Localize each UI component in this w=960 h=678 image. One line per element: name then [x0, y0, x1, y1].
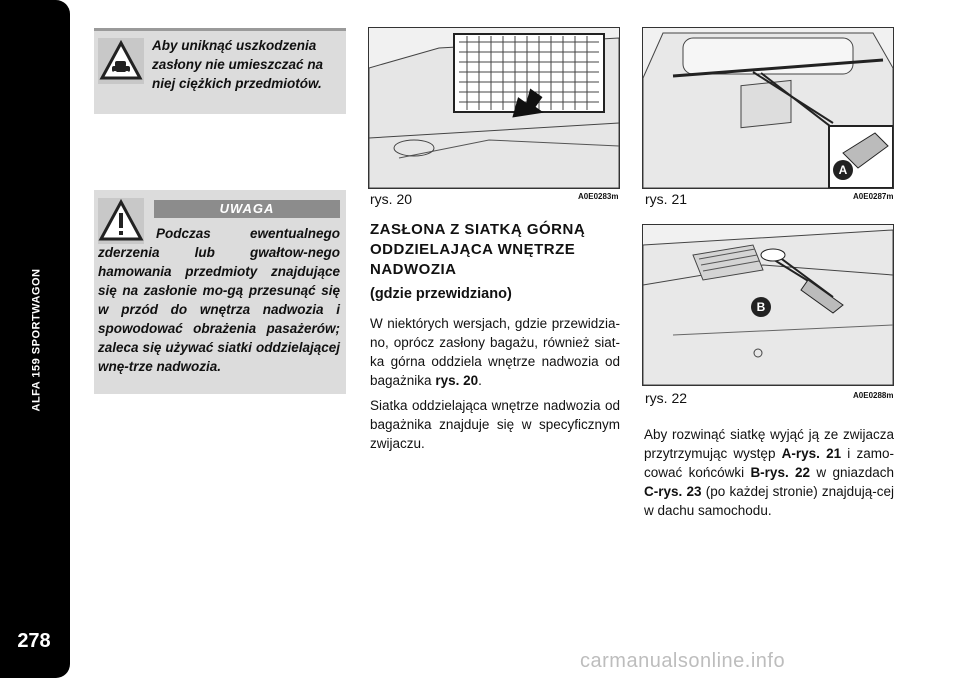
warning-text: Podczas ewentualnego zderzenia lub gwałtow-nego hamowania przedmioty znajdujące się na zasłonie mo-gą przesunąć się w przód do wnętrza nadwozia i spowodować obrażenia pasażerów; zaleca się używać siatki oddzielającej wnę-trze nadwozia. — [98, 226, 340, 374]
instructions-paragraph: Aby rozwinąć siatkę wyjąć ją ze zwijacza przytrzymując występ A-rys. 21 i zamo-cować końcówki B-rys. 22 w gniazdach C-rys. 23 (po każdej stronie) znajdują-cej w dachu samochodu. — [644, 427, 894, 518]
car-warning-icon — [98, 38, 144, 84]
page-number: 278 — [17, 630, 51, 652]
figure-22-code: A0E0288m — [853, 391, 894, 400]
sidebar — [0, 0, 70, 678]
figure-20-caption: rys. 20 — [370, 191, 413, 207]
figure-21-code: A0E0287m — [853, 192, 894, 201]
figure-20-code: A0E0283m — [578, 192, 619, 201]
figure-20-reference: rys. 20 — [435, 373, 479, 388]
reference-a-fig-21: A-rys. 21 — [781, 446, 842, 461]
figure-22-caption: rys. 22 — [645, 390, 688, 406]
reference-c-fig-23: C-rys. 23 — [644, 484, 702, 499]
warning-box — [94, 190, 346, 394]
note-divider — [94, 28, 346, 31]
note-text: Aby uniknąć uszkodzenia zasłony nie umieszczać na niej ciężkich przedmiotów. — [152, 38, 324, 91]
figure-21-label-a: A — [838, 163, 848, 177]
section-paragraph-2: Siatka oddzielająca wnętrze nadwozia od bagażnika znajduje się w specyficznym zwijaczu. — [370, 398, 620, 451]
figure-21-caption: rys. 21 — [645, 191, 688, 207]
section-subheading: (gdzie przewidziano) — [370, 286, 512, 302]
watermark: carmanualsonline.info — [580, 650, 786, 672]
vehicle-name: ALFA 159 SPORTWAGON — [30, 268, 43, 412]
figure-20 — [368, 27, 620, 189]
note-box — [94, 28, 346, 114]
section-paragraph-1: W niektórych wersjach, gdzie przewidzia-no, oprócz zasłony bagażu, również siat-ka górna oddziela wnętrze nadwozia od bagażnika rys. 20. — [370, 316, 620, 388]
figure-21 — [642, 27, 894, 189]
figure-22 — [642, 224, 894, 386]
section-heading: ZASŁONA Z SIATKĄ GÓRNĄ ODDZIELAJĄCA WNĘTRZE NADWOZIA — [370, 221, 586, 278]
figure-22-label-b: B — [756, 300, 766, 314]
reference-b-fig-22: B-rys. 22 — [750, 465, 811, 480]
warning-title: UWAGA — [154, 200, 340, 218]
